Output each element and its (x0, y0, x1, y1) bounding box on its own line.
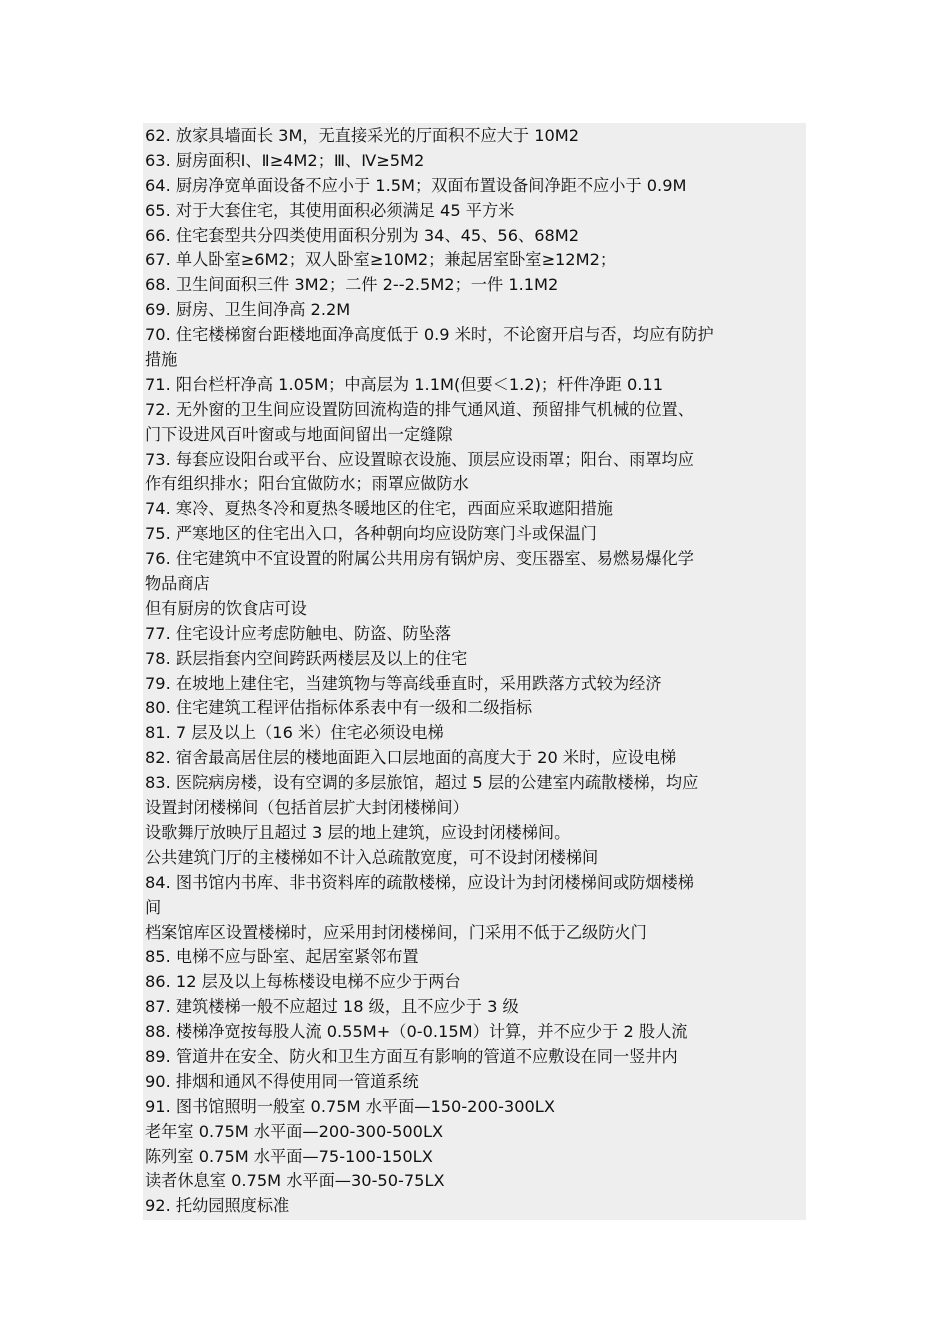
text-line: 62. 放家具墙面长 3M，无直接采光的厅面积不应大于 10M2 (145, 126, 580, 145)
text-line: 78. 跃层指套内空间跨跃两楼层及以上的住宅 (145, 648, 468, 668)
text-line: 间 (145, 897, 162, 917)
text-line: 88. 楼梯净宽按每股人流 0.55M+（0-0.15M）计算，并不应少于 2 股人流 (145, 1022, 688, 1042)
text-line: 73. 每套应设阳台或平台、应设置晾衣设施、顶层应设雨罩；阳台、雨罩均应 (145, 449, 694, 469)
text-line: 84. 图书馆内书库、非书资料库的疏散楼梯，应设计为封闭楼梯间或防烟楼梯 (145, 872, 694, 892)
text-line: 86. 12 层及以上每栋楼设电梯不应少于两台 (145, 972, 461, 992)
text-line: 公共建筑门厅的主楼梯如不计入总疏散宽度，可不设封闭楼梯间 (145, 847, 599, 867)
text-line: 72. 无外窗的卫生间应设置防回流构造的排气通风道、预留排气机械的位置、 (145, 399, 694, 419)
text-line: 门下设进风百叶窗或与地面间留出一定缝隙 (145, 424, 453, 444)
text-line: 64. 厨房净宽单面设备不应小于 1.5M；双面布置设备间净距不应小于 0.9M (145, 175, 687, 195)
text-line: 68. 卫生间面积三件 3M2；二件 2--2.5M2；一件 1.1M2 (145, 275, 559, 295)
text-line: 75. 严寒地区的住宅出入口，各种朝向均应设防寒门斗或保温门 (145, 524, 597, 544)
text-line: 79. 在坡地上建住宅，当建筑物与等高线垂直时，采用跌落方式较为经济 (145, 673, 662, 693)
text-line: 74. 寒冷、夏热冬冷和夏热冬暖地区的住宅，西面应采取遮阳措施 (145, 499, 613, 519)
text-line: 92. 托幼园照度标准 (145, 1196, 290, 1216)
text-line: 69. 厨房、卫生间净高 2.2M (145, 300, 351, 320)
text-line: 91. 图书馆照明一般室 0.75M 水平面—150-200-300LX (145, 1096, 555, 1116)
text-line: 90. 排烟和通风不得使用同一管道系统 (145, 1071, 419, 1091)
text-line: 83. 医院病房楼，设有空调的多层旅馆，超过 5 层的公建室内疏散楼梯，均应 (145, 773, 699, 793)
document-text-block (143, 123, 806, 1220)
text-line: 82. 宿舍最高居住层的楼地面距入口层地面的高度大于 20 米时，应设电梯 (145, 748, 677, 768)
text-line: 作有组织排水；阳台宜做防水；雨罩应做防水 (145, 474, 469, 494)
text-line: 67. 单人卧室≥6M2；双人卧室≥10M2；兼起居室卧室≥12M2； (145, 250, 617, 270)
text-line: 措施 (145, 350, 178, 370)
text-line: 77. 住宅设计应考虑防触电、防盗、防坠落 (145, 623, 452, 643)
text-line: 66. 住宅套型共分四类使用面积分别为 34、45、56、68M2 (145, 225, 580, 245)
text-line: 陈列室 0.75M 水平面—75-100-150LX (145, 1146, 433, 1166)
text-line: 但有厨房的饮食店可设 (145, 598, 307, 618)
text-line: 读者休息室 0.75M 水平面—30-50-75LX (145, 1171, 445, 1191)
text-line: 80. 住宅建筑工程评估指标体系表中有一级和二级指标 (145, 698, 533, 718)
text-line: 设歌舞厅放映厅且超过 3 层的地上建筑，应设封闭楼梯间。 (145, 822, 571, 842)
text-line: 物品商店 (145, 574, 210, 594)
text-line: 70. 住宅楼梯窗台距楼地面净高度低于 0.9 米时，不论窗开启与否，均应有防护 (145, 325, 714, 345)
text-line: 档案馆库区设置楼梯时，应采用封闭楼梯间，门采用不低于乙级防火门 (145, 922, 647, 942)
text-line: 81. 7 层及以上（16 米）住宅必须设电梯 (145, 723, 444, 743)
text-line: 63. 厨房面积Ⅰ、Ⅱ≥4M2；Ⅲ、Ⅳ≥5M2 (145, 150, 425, 170)
text-line: 65. 对于大套住宅，其使用面积必须满足 45 平方米 (145, 200, 515, 220)
text-line: 89. 管道井在安全、防火和卫生方面互有影响的管道不应敷设在同一竖井内 (145, 1046, 678, 1066)
text-line: 76. 住宅建筑中不宜设置的附属公共用房有锅炉房、变压器室、易燃易爆化学 (145, 549, 694, 569)
text-line: 85. 电梯不应与卧室、起居室紧邻布置 (145, 947, 419, 967)
text-line: 老年室 0.75M 水平面—200-300-500LX (145, 1121, 444, 1141)
text-line: 设置封闭楼梯间（包括首层扩大封闭楼梯间） (145, 798, 469, 818)
text-line: 87. 建筑楼梯一般不应超过 18 级，且不应少于 3 级 (145, 997, 519, 1017)
text-line: 71. 阳台栏杆净高 1.05M；中高层为 1.1M(但要＜1.2)；杆件净距 0.11 (145, 374, 664, 394)
